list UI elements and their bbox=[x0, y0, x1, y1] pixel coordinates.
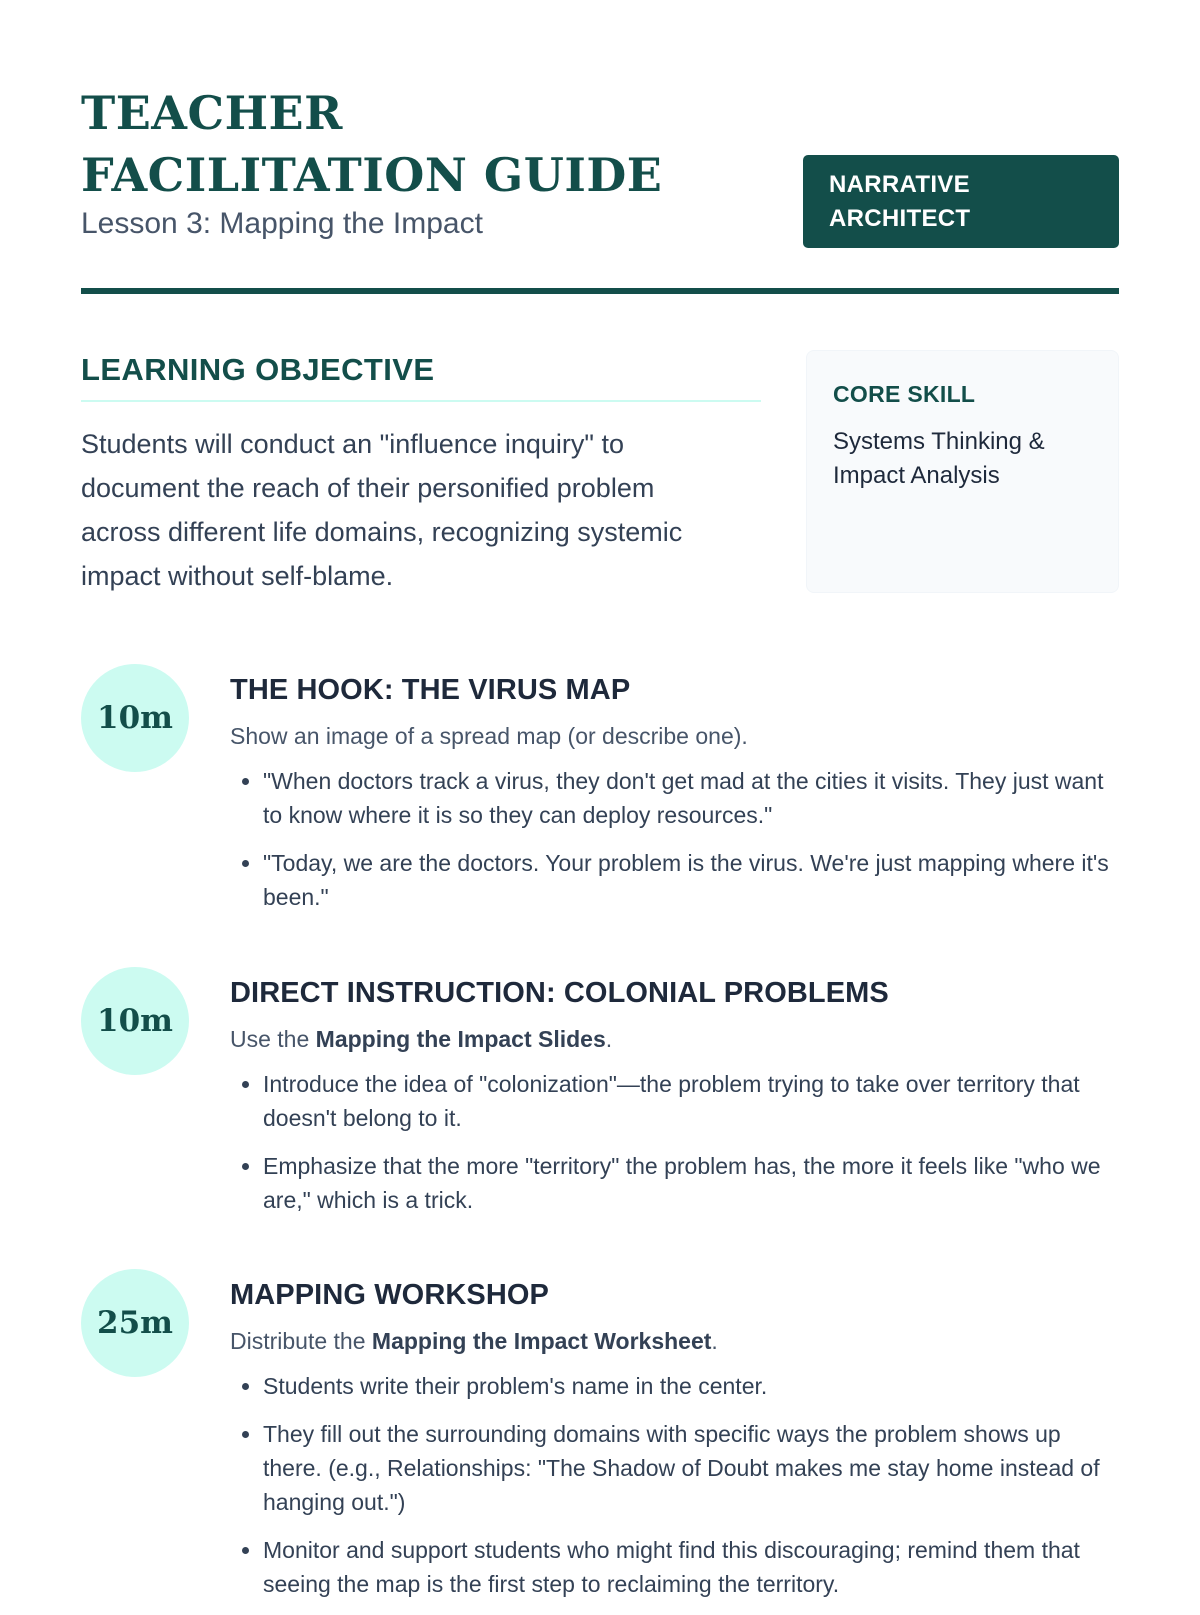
lesson-step bbox=[81, 1269, 1119, 1615]
step-title: THE HOOK: THE VIRUS MAP bbox=[230, 674, 631, 706]
step-body bbox=[230, 1269, 1119, 1601]
list-item: • Introduce the idea of "colonization"—the problem trying to take over territory that doesn't belong to it. bbox=[263, 1067, 1119, 1135]
step-intro-strong: Mapping the Impact Worksheet bbox=[371, 1328, 712, 1354]
step-body bbox=[230, 967, 1119, 1217]
step-intro-after: . bbox=[605, 1026, 613, 1052]
step-intro-strong: Mapping the Impact Slides bbox=[315, 1026, 606, 1052]
core-skill-label: CORE SKILL bbox=[833, 381, 976, 407]
time-badge: 25m bbox=[81, 1269, 189, 1377]
list-item: • They fill out the surrounding domains with specific ways the problem shows up there. (e.g., Relationships: "The Shadow of Doubt makes me stay home instead of hanging out.") bbox=[263, 1417, 1119, 1519]
step-intro-text: Use the bbox=[230, 1026, 316, 1052]
time-badge: 10m bbox=[81, 967, 189, 1075]
step-intro-after: . bbox=[711, 1328, 718, 1354]
narrative-architect-badge: NARRATIVE ARCHITECT bbox=[803, 155, 1119, 248]
objective-section bbox=[81, 296, 1119, 616]
objective-text: Students will conduct an "influence inquiry" to document the reach of their personified problem across different life domains, recognizing systemic impact without self-blame. bbox=[81, 429, 683, 591]
step-intro-text: Distribute the bbox=[230, 1328, 372, 1354]
step-body bbox=[230, 664, 1119, 914]
step-intro bbox=[230, 1023, 1119, 1055]
learning-objective bbox=[81, 352, 761, 598]
page-header bbox=[81, 0, 1119, 296]
step-bullets bbox=[230, 764, 1119, 914]
objective-heading: LEARNING OBJECTIVE bbox=[81, 352, 761, 402]
core-skill-text: Systems Thinking & Impact Analysis bbox=[833, 428, 1045, 489]
list-item: • Emphasize that the more "territory" the problem has, the more it feels like "who we are," which is a trick. bbox=[263, 1149, 1119, 1217]
page-title: TEACHER FACILITATION GUIDE bbox=[81, 86, 663, 202]
step-title: MAPPING WORKSHOP bbox=[230, 1279, 549, 1311]
list-item: • Students write their problem's name in the center. bbox=[263, 1369, 1119, 1403]
list-item: • Monitor and support students who might find this discouraging; remind them that seeing the map is the first step to reclaiming the territory. bbox=[263, 1533, 1119, 1601]
step-intro bbox=[230, 1325, 1119, 1357]
step-title: DIRECT INSTRUCTION: COLONIAL PROBLEMS bbox=[230, 977, 889, 1009]
lesson-subtitle: Lesson 3: Mapping the Impact bbox=[81, 207, 483, 240]
header-divider bbox=[81, 288, 1119, 294]
step-bullets bbox=[230, 1067, 1119, 1217]
lesson-step bbox=[81, 664, 1119, 928]
lesson-step bbox=[81, 967, 1119, 1231]
step-intro-text: Show an image of a spread map (or describe one). bbox=[230, 723, 748, 749]
step-bullets bbox=[230, 1369, 1119, 1601]
list-item: • "Today, we are the doctors. Your problem is the virus. We're just mapping where it's been." bbox=[263, 846, 1119, 914]
core-skill-card bbox=[806, 350, 1119, 593]
step-intro bbox=[230, 720, 1119, 752]
list-item: • "When doctors track a virus, they don't get mad at the cities it visits. They just want to know where it is so they can deploy resources." bbox=[263, 764, 1119, 832]
time-badge: 10m bbox=[81, 664, 189, 772]
